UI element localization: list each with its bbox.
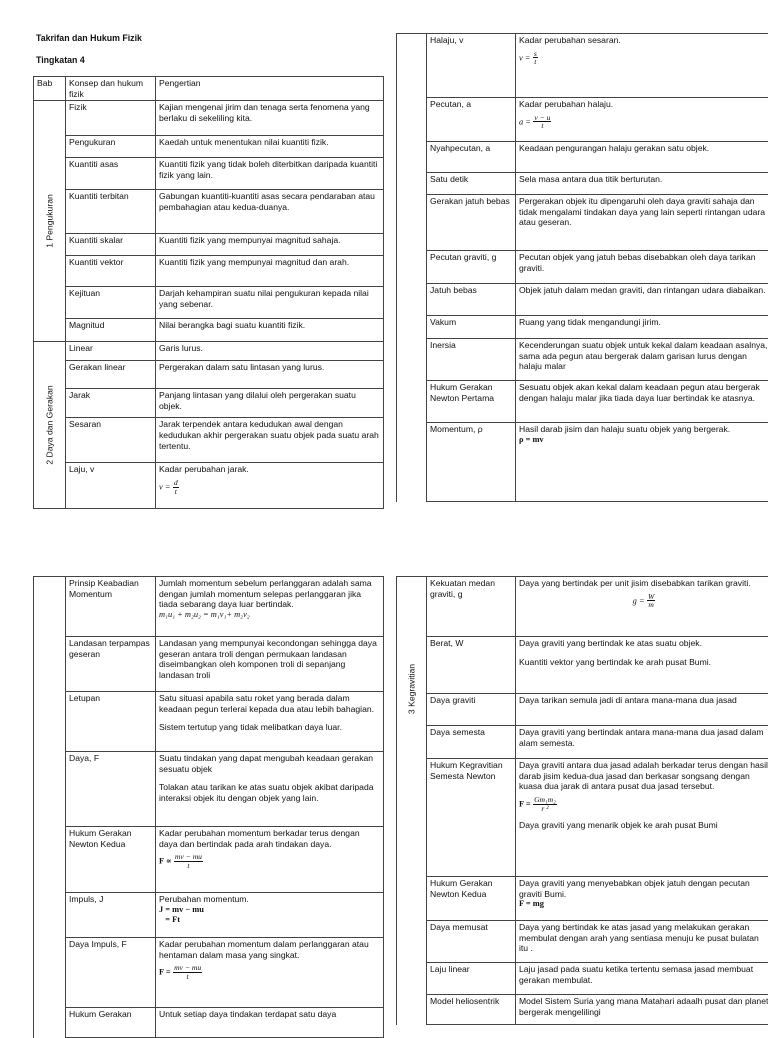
term: Kuantiti skalar [66,234,156,256]
term: Linear [66,342,156,361]
chapter-cell-daya-gerakan [34,342,66,509]
definition-text-2: Daya graviti yang menarik objek ke arah pusat Bumi [519,820,768,831]
definition: Daya yang bertindak ke atas jasad yang melakukan gerakan membulat dengan arah yang sentiasa menuju ke pusat bulatan itu . [516,921,768,963]
definition: Objek jatuh dalam medan graviti, dan rintangan udara diabaikan. [516,284,768,316]
definition: Laju jasad pada suatu ketika tertentu semasa jasad membuat gerakan membulat. [516,963,768,995]
chapter-cell-pengukuran [34,101,66,342]
definition: Kuantiti fizik yang tidak boleh diterbitkan daripada kuantiti fizik yang lain. [156,158,384,190]
definition-text-2: Tolakan atau tarikan ke atas suatu objek akibat daripada interaksi objek itu dengan objek yang lain. [159,782,380,803]
definition: Pergerakan dalam satu lintasan yang lurus. [156,361,384,389]
term: Berat, W [427,637,516,694]
definition: Nilai berangka bagi suatu kuantiti fizik. [156,319,384,342]
definition [156,938,384,1008]
term: Letupan [66,692,156,752]
term: Daya Impuls, F [66,938,156,1008]
formula: F = $\frac{\text{Gm₁m₂}}{\text{r ²}}$ [519,796,768,812]
definition-text: Daya graviti yang bertindak ke atas suatu objek. [519,638,768,649]
header-bab: Bab [34,77,66,101]
term: Nyahpecutan, a [427,142,516,173]
term: Kekuatan medan graviti, g [427,577,516,637]
document-subtitle: Tingkatan 4 [36,55,85,66]
formula: F ∝ $\frac{mv - mu}{t}$ [159,853,380,869]
definition: Daya graviti yang bertindak antara mana-mana dua jasad dalam alam semesta. [516,726,768,759]
term: Hukum Gerakan Newton Kedua [66,827,156,893]
term: Pecutan, a [427,98,516,142]
term: Halaju, v [427,34,516,98]
term: Kuantiti terbitan [66,190,156,234]
term: Daya, F [66,752,156,827]
term: Model heliosentrik [427,995,516,1025]
chapter-label: 3 Kegravitian [406,664,417,714]
definition: Kuantiti fizik yang mempunyai magnitud dan arah. [156,256,384,287]
term: Gerakan jatuh bebas [427,195,516,251]
definition: Kuantiti fizik yang mempunyai magnitud sahaja. [156,234,384,256]
term: Gerakan linear [66,361,156,389]
header-konsep: Konsep dan hukum fizik [66,77,156,101]
formula: F = $\frac{mv - mu}{t}$ [159,964,380,980]
definition: Ruang yang tidak mengandungi jirim. [516,316,768,339]
definition-text-2: Kuantiti vektor yang bertindak ke arah pusat Bumi. [519,657,768,668]
term: Daya memusat [427,921,516,963]
definition [156,893,384,938]
definition-text: Kadar perubahan momentum berkadar terus dengan daya dan bertindak pada arah tindakan daya. [159,828,380,849]
definitions-table-page2 [396,33,768,502]
chapter-cell-continued [34,577,66,1038]
definition: Pergerakan objek itu dipengaruhi oleh daya graviti sahaja dan tidak mengalami tindakan daya yang lain seperti rintangan udara atau geseran. [516,195,768,251]
term: Pengukuran [66,136,156,158]
term: Hukum Gerakan [66,1008,156,1038]
chapter-cell-kegravitian [397,577,427,1025]
term: Prinsip Keabadian Momentum [66,577,156,637]
formula: a = $\frac{v - u}{t}$ [519,114,768,130]
document-title: Takrifan dan Hukum Fizik [36,33,142,44]
term: Impuls, J [66,893,156,938]
definition: Kecenderungan suatu objek untuk kekal dalam keadaan asalnya, sama ada pegun atau bergerak dalam garisan lurus dengan halaju malar [516,339,768,381]
formula: J = mv − mu [159,905,380,916]
term: Fizik [66,101,156,136]
definition-text: Kadar perubahan halaju. [519,99,768,110]
definition [516,34,768,98]
definition: Darjah kehampiran suatu nilai pengukuran kepada nilai yang sebenar. [156,287,384,319]
definition [516,759,768,877]
definition-text: Hasil darab jisim dan halaju suatu objek yang bergerak. [519,424,768,435]
definition [516,98,768,142]
term: Laju, v [66,463,156,509]
definition [516,637,768,694]
definition: Sesuatu objek akan kekal dalam keadaan pegun atau bergerak dengan halaju malar jika tiada daya luar bertindak ke atasnya. [516,381,768,423]
definition: Gabungan kuantiti-kuantiti asas secara pendaraban atau pembahagian atau kedua-duanya. [156,190,384,234]
chapter-label: 2 Daya dan Gerakan [44,386,55,465]
definition: Panjang lintasan yang dilalui oleh pergerakan suatu objek. [156,389,384,418]
formula: ρ = mv [519,435,768,446]
definition-text: Kadar perubahan momentum dalam perlanggaran atau hentaman dalam masa yang singkat. [159,939,380,960]
term: Inersia [427,339,516,381]
definition-text: Suatu tindakan yang dapat mengubah keadaan gerakan sesuatu objek [159,753,380,774]
term: Kuantiti vektor [66,256,156,287]
definition [516,423,768,502]
term: Jarak [66,389,156,418]
term: Hukum Gerakan Newton Kedua [427,877,516,921]
term: Satu detik [427,173,516,195]
definition [156,752,384,827]
definition-text: Daya graviti antara dua jasad adalah berkadar terus dengan hasil darab jisim kedua-dua jasad dan berkasar songsang dengan kuasa dua jarak di antara pusat dua jasad tersebut. [519,760,768,792]
term: Jatuh bebas [427,284,516,316]
formula: v = $\frac{d}{t}$ [159,479,380,495]
definition: Model Sistem Suria yang mana Matahari adaalh pusat dan planet bergerak mengelilingi [516,995,768,1025]
definition-text: Kadar perubahan sesaran. [519,35,768,46]
definition: Landasan yang mempunyai kecondongan sehingga daya geseran antara troli dengan permukaan landasan diseimbangkan oleh komponen troli di sepanjang landasan troli [156,637,384,692]
definition: Keadaan pengurangan halaju gerakan satu objek. [516,142,768,173]
term: Kejituan [66,287,156,319]
formula: g = $\frac{W}{m}$ [519,593,768,609]
definition [516,877,768,921]
definition [156,463,384,509]
definition: Sela masa antara dua titik berturutan. [516,173,768,195]
term: Hukum Gerakan Newton Pertama [427,381,516,423]
definition: Pecutan objek yang jatuh bebas disebabkan oleh daya tarikan graviti. [516,251,768,284]
formula: F = mg [519,899,768,910]
term: Landasan terpampas geseran [66,637,156,692]
definition-text: Daya yang bertindak per unit jisim disebabkan tarikan graviti. [519,578,768,589]
definition-text-2: Sistem tertutup yang tidak melibatkan daya luar. [159,722,380,733]
definition: Daya tarikan semula jadi di antara mana-mana dua jasad [516,694,768,726]
definition-text: Kadar perubahan jarak. [159,464,380,475]
definition: Kajian mengenai jirim dan tenaga serta fenomena yang berlaku di sekeliling kita. [156,101,384,136]
formula-2: = Ft [159,915,380,926]
chapter-cell-continued [397,34,427,502]
term: Magnitud [66,319,156,342]
definition [156,692,384,752]
definition-text: Perubahan momentum. [159,894,380,905]
term: Pecutan graviti, g [427,251,516,284]
formula: m₁u₁ + m₂u₂ = m₁v₁+ m₂v₂ [159,610,380,621]
term: Vakum [427,316,516,339]
term: Laju linear [427,963,516,995]
definition [516,577,768,637]
definition-text: Jumlah momentum sebelum perlanggaran adalah sama dengan jumlah momentum selepas perlanggaran jika tiada sebarang daya luar bertindak. [159,578,380,610]
term: Momentum, ρ [427,423,516,502]
definition [156,827,384,893]
formula: v = $\frac{s}{t}$ [519,50,768,66]
header-pengertian: Pengertian [156,77,384,101]
term: Hukum Kegravitian Semesta Newton [427,759,516,877]
chapter-label: 1 Pengukuran [44,195,55,249]
term: Daya semesta [427,726,516,759]
definition-text: Daya graviti yang menyebabkan objek jatuh dengan pecutan graviti Bumi. [519,878,768,899]
definitions-table-page4 [396,576,768,1025]
definition: Garis lurus. [156,342,384,361]
term: Kuantiti asas [66,158,156,190]
definition: Kaedah untuk menentukan nilai kuantiti fizik. [156,136,384,158]
term: Sesaran [66,418,156,463]
term: Daya graviti [427,694,516,726]
definitions-table-page3 [33,576,384,1038]
definition: Untuk setiap daya tindakan terdapat satu daya [156,1008,384,1038]
definitions-table-page1 [33,76,384,509]
definition: Jarak terpendek antara kedudukan awal dengan kedudukan akhir pergerakan suatu objek pada suatu arah tertentu. [156,418,384,463]
definition-text: Satu situasi apabila satu roket yang berada dalam keadaan pegun terlerai kepada dua atau lebih bahagian. [159,693,380,714]
definition [156,577,384,637]
